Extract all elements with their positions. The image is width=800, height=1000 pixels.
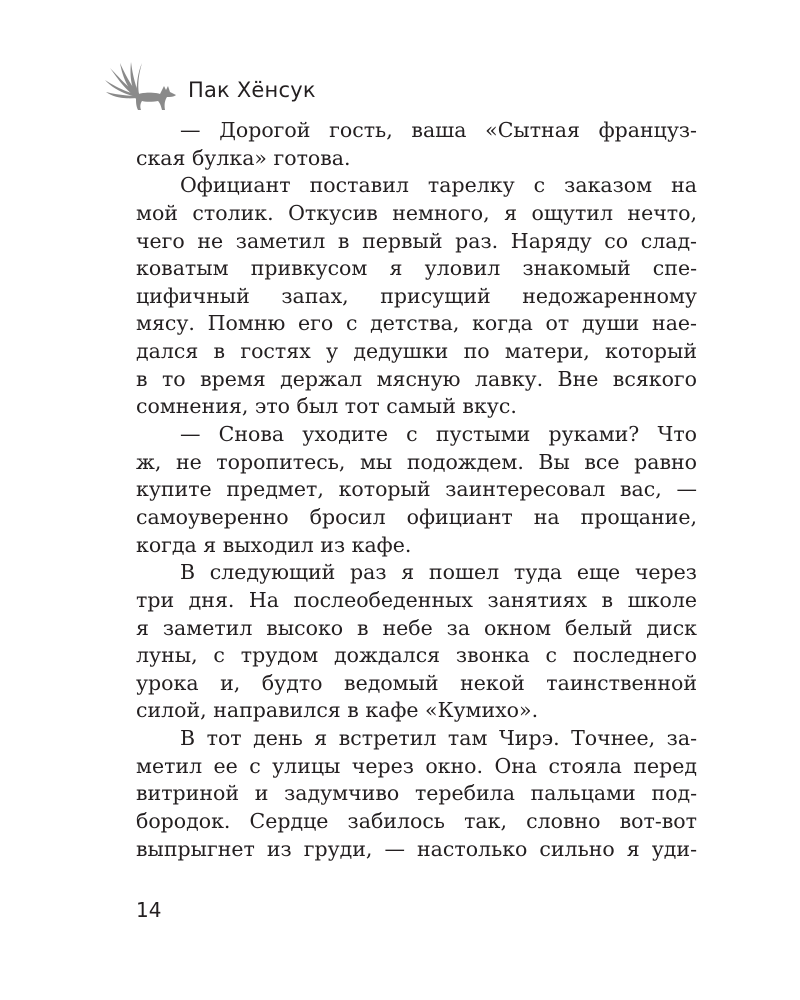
text-line: я заметил высоко в небе за окном белый диск [136, 615, 697, 640]
page-number: 14 [136, 898, 162, 922]
text-line: чего не заметил в первый раз. Наряду со слад- [136, 228, 697, 253]
text-line: когда я выходил из кафе. [136, 532, 412, 557]
text-line: В следующий раз я пошел туда еще через [180, 560, 697, 585]
text-line: силой, направился в кафе «Кумихо». [136, 698, 539, 723]
text-line: урока и, будто ведомый некой таинственной [136, 670, 697, 695]
text-line: луны, с трудом дождался звонка с последнего [136, 643, 697, 668]
text-line: купите предмет, который заинтересовал вас, — [136, 477, 697, 502]
running-header [104, 62, 316, 112]
text-line: бородок. Сердце забилось так, словно вот-вот [136, 809, 697, 834]
fox-icon [104, 62, 184, 112]
text-line: Официант поставил тарелку с заказом на [180, 173, 697, 198]
text-line: в то время держал мясную лавку. Вне всякого [136, 366, 697, 391]
text-line: ская булка» готова. [136, 145, 351, 170]
text-line: ж, не торопитесь, мы подождем. Вы все равно [136, 449, 697, 474]
text-line: — Снова уходите с пустыми руками? Что [180, 422, 697, 447]
text-line: три дня. На послеобеденных занятиях в школе [136, 587, 697, 612]
body-text [136, 117, 697, 863]
text-line: мясу. Помню его с детства, когда от души нае- [136, 311, 697, 336]
text-line: коватым привкусом я уловил знакомый спе- [136, 256, 697, 281]
text-line: цифичный запах, присущий недожаренному [136, 283, 697, 308]
text-line: сомнения, это был тот самый вкус. [136, 394, 517, 419]
text-line: В тот день я встретил там Чирэ. Точнее, за- [180, 726, 697, 751]
text-line: метил ее с улицы через окно. Она стояла перед [136, 753, 697, 778]
text-line: дался в гостях у дедушки по матери, который [136, 339, 697, 364]
text-line: выпрыгнет из груди, — настолько сильно я уди- [136, 836, 697, 861]
text-line: самоуверенно бросил официант на прощание, [136, 504, 697, 529]
author-name: Пак Хёнсук [188, 78, 316, 102]
text-line: — Дорогой гость, ваша «Сытная француз- [180, 118, 697, 142]
text-line: мой столик. Откусив немного, я ощутил нечто, [136, 200, 697, 225]
text-line: витриной и задумчиво теребила пальцами под- [136, 781, 697, 806]
